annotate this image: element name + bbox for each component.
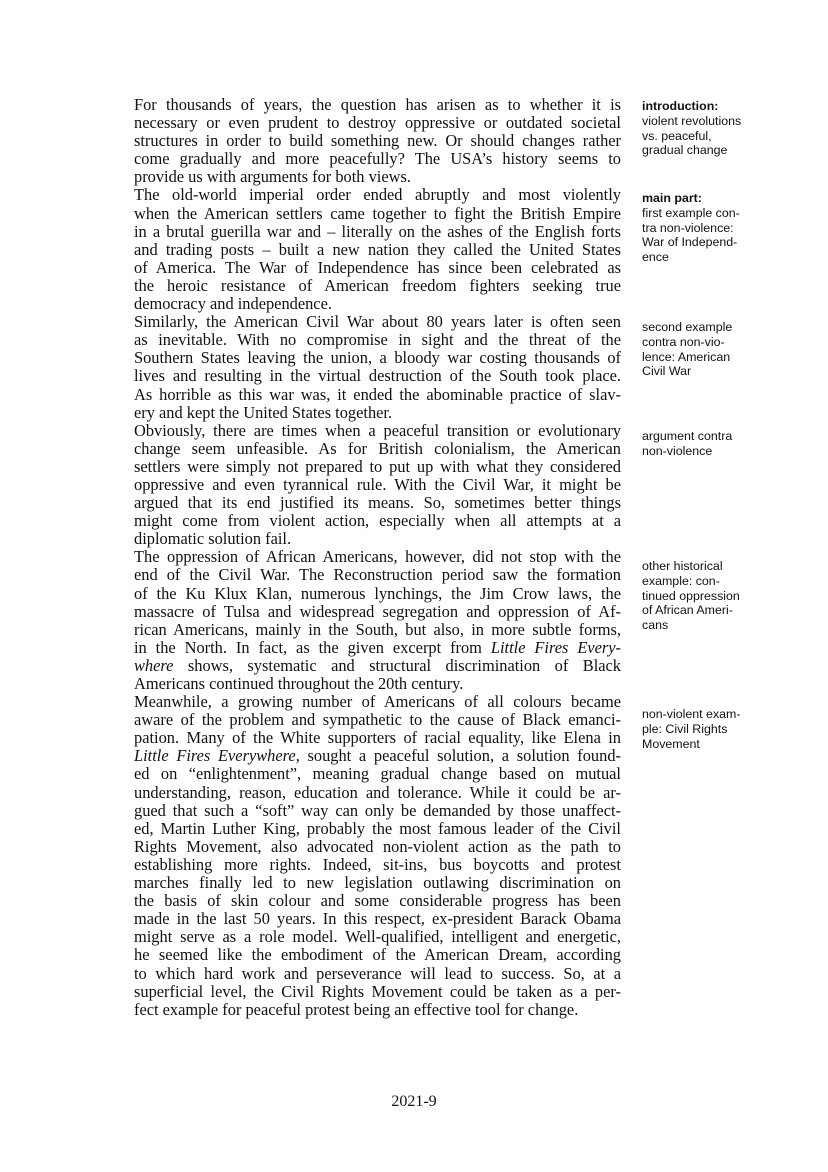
paragraph-introduction [134,96,621,186]
text-segment: shows, systematic and structural discrimination of Black [173,655,621,675]
text-line: ed, Martin Luther King, probably the most famous leader of the Civil [134,818,621,838]
text-line: of the Ku Klux Klan, numerous lynchings, the Jim Crow laws, the [134,583,621,603]
text-line: end of the Civil War. The Reconstruction period saw the formation [134,565,621,585]
margin-note-line: War of Independ- [642,235,738,250]
text-line: the basis of skin colour and some considerable progress has been [134,891,621,911]
text-line: necessary or even prudent to destroy oppressive or outdated societal [134,113,621,133]
margin-note-heading: main part: [642,191,702,205]
text-line: democracy and independence. [134,294,332,314]
text-line [134,657,621,675]
text-line: fect example for peaceful protest being an effective tool for change. [134,999,579,1019]
text-line: aware of the problem and sympathetic to the cause of Black emanci- [134,710,621,730]
text-line: come gradually and more peacefully? The USA’s history seems to [134,149,621,169]
margin-note-line: gradual change [642,143,728,158]
text-line: For thousands of years, the question has arisen as to whether it is [134,95,621,114]
book-title: where [134,655,174,675]
margin-note-argument-contra [642,429,762,459]
margin-note-line: example: con- [642,573,720,588]
margin-note-heading: introduction: [642,99,719,113]
margin-note-line: ence [642,250,669,265]
text-line [134,747,621,765]
text-line: as inevitable. With no compromise in sight and the threat of the [134,330,621,350]
text-line: Americans continued throughout the 20th century. [134,674,464,693]
essay-body [134,96,621,1019]
text-line: ery and kept the United States together. [134,402,393,422]
text-line: oppressive and even tyrannical rule. With the Civil War, it might be [134,474,621,494]
margin-note-line: tra non-violence: [642,220,734,235]
text-line: superficial level, the Civil Rights Movement could be taken as a per- [134,981,621,1001]
text-line: might come from violent action, especially when all attempts at a [134,511,621,531]
text-line: might serve as a role model. Well-qualified, intelligent and energetic, [134,927,621,947]
text-line: Southern States leaving the union, a bloody war costing thousands of [134,348,621,368]
text-line: ed on “enlightenment”, meaning gradual change based on mutual [134,764,621,784]
text-line: pation. Many of the White supporters of racial equality, like Elena in [134,728,621,748]
text-line: The oppression of African Americans, however, did not stop with the [134,547,621,567]
text-line: to which hard work and perseverance will lead to success. So, at a [134,963,621,983]
text-line: in a brutal guerilla war and – literally on the ashes of the English forts [134,221,621,241]
margin-note-line: cans [642,618,669,633]
margin-note-line: non-violence [642,443,713,458]
text-line: gued that such a “soft” way can only be demanded by those unaffect- [134,800,621,820]
text-line: understanding, reason, education and tolerance. While it could be ar- [134,782,621,802]
margin-note-line: vs. peaceful, [642,128,712,143]
text-line: massacre of Tulsa and widespread segregation and oppression of Af- [134,601,621,621]
paragraph-civil-war [134,313,621,422]
text-line: Obviously, there are times when a peaceful transition or evolutionary [134,420,621,440]
margin-note-line: violent revolutions [642,113,742,128]
margin-note-historical-example [642,559,762,633]
text-line: The old-world imperial order ended abruptly and most violently [134,185,621,205]
margin-note-introduction [642,99,762,158]
paragraph-continued-oppression [134,548,621,693]
book-title: Little Fires Every- [490,637,621,657]
text-line: he seemed like the embodiment of the American Dream, according [134,945,621,965]
text-segment: , sought a peaceful solution, a solution found- [295,746,621,766]
margin-note-line: argument contra [642,429,733,443]
margin-note-line: other historical [642,559,723,573]
margin-note-line: contra non-vio- [642,334,725,349]
text-line: rican Americans, mainly in the South, but also, in more subtle forms, [134,619,621,639]
margin-note-second-example [642,320,762,379]
page-number: 2021-9 [391,1093,437,1110]
margin-note-line: ple: Civil Rights [642,721,728,736]
paragraph-war-of-independence [134,186,621,313]
margin-note-line: non-violent exam- [642,707,741,721]
text-line: diplomatic solution fail. [134,529,292,549]
text-line: As horrible as this war was, it ended the abominable practice of slav- [134,384,621,404]
paragraph-argument-contra [134,422,621,549]
text-segment: in the North. In fact, as the given excerpt from [134,637,491,657]
text-line: structures in order to build something new. Or should changes rather [134,131,621,151]
margin-note-line: of African Ameri- [642,603,733,618]
text-line: settlers were simply not prepared to put up with what they considered [134,456,621,476]
margin-note-line: tinued oppression [642,588,740,603]
margin-note-line: Movement [642,736,700,751]
paragraph-civil-rights-movement [134,693,621,1019]
text-line: of America. The War of Independence has since been celebrated as [134,257,621,277]
margin-note-line: Civil War [642,364,692,379]
text-line: made in the last 50 years. In this respect, ex-president Barack Obama [134,909,621,929]
margin-note-line: second example [642,320,733,334]
text-line: lives and resulting in the virtual destruction of the South took place. [134,366,621,386]
text-line: the heroic resistance of American freedom fighters seeking true [134,275,621,295]
book-title: Little Fires Everywhere [134,746,296,766]
margin-note-line: first example con- [642,205,740,220]
text-line: Similarly, the American Civil War about 80 years later is often seen [134,312,621,332]
text-line: when the American settlers came together to fight the British Empire [134,203,621,223]
text-line: provide us with arguments for both views. [134,167,411,187]
text-line: Meanwhile, a growing number of Americans of all colours became [134,692,621,712]
text-line: marches finally led to new legislation outlawing discrimination on [134,873,621,893]
margin-note-main-part [642,191,762,265]
text-line: change seem unfeasible. As for British colonialism, the American [134,438,621,458]
text-line: Rights Movement, also advocated non-violent action as the path to [134,836,621,856]
text-line: establishing more rights. Indeed, sit-ins, bus boycotts and protest [134,854,621,874]
text-line: and trading posts – built a new nation they called the United States [134,239,621,259]
margin-note-line: lence: American [642,349,731,364]
margin-note-non-violent-example [642,707,762,751]
text-line: argued that its end justified its means. So, sometimes better things [134,493,621,513]
text-line [134,639,621,657]
